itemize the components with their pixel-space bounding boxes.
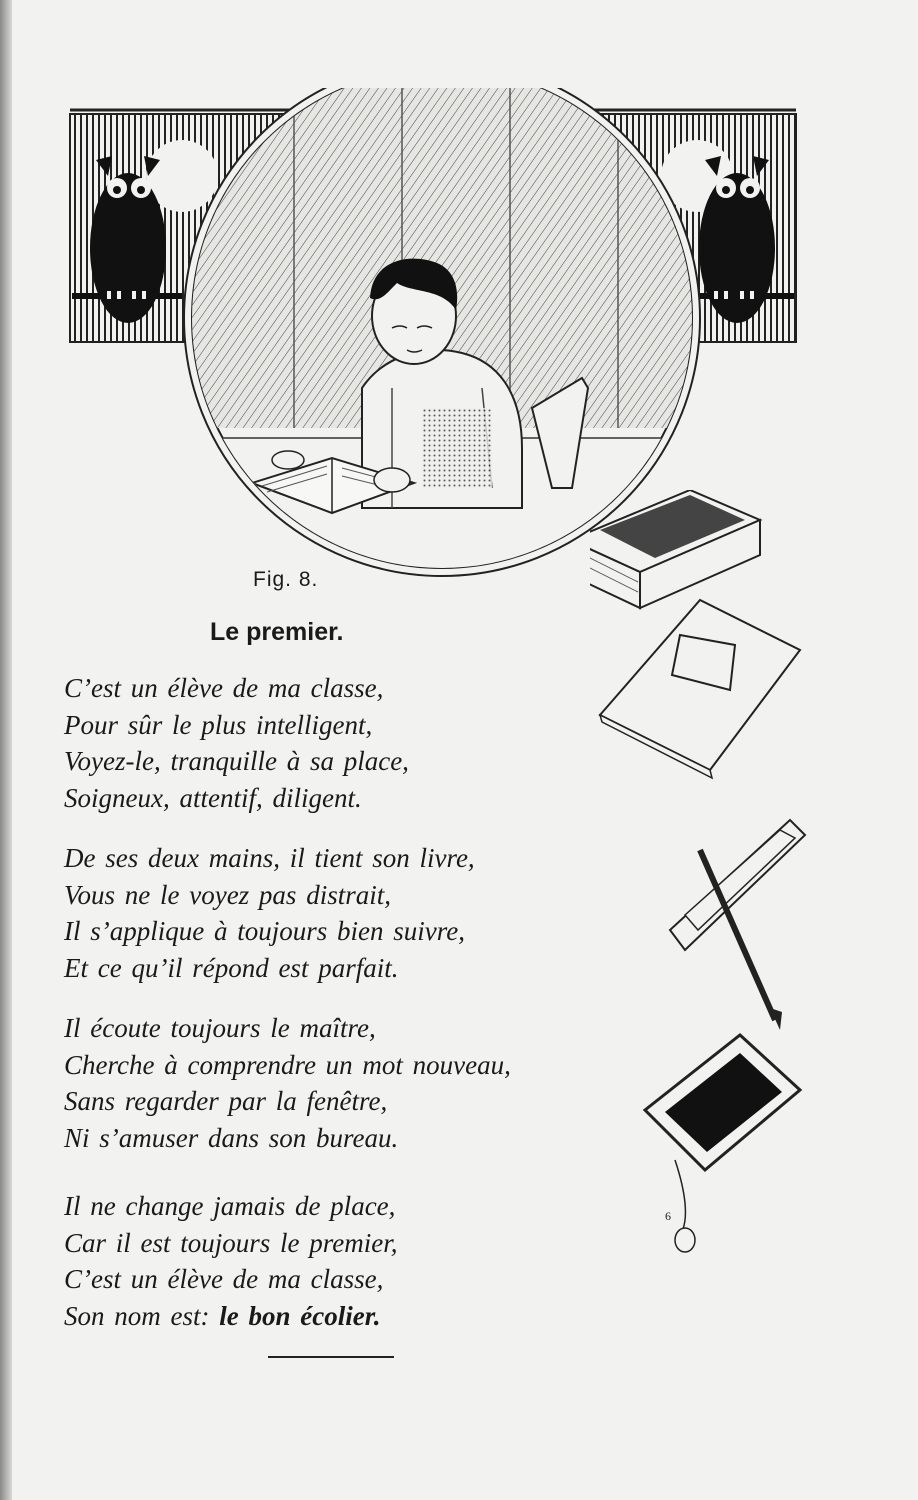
verse-line: Sans regarder par la fenêtre, [64, 1086, 388, 1116]
school-objects [590, 490, 820, 1280]
poem-title: Le premier. [210, 618, 344, 646]
verse-line-last [64, 1298, 604, 1335]
verse-line: Soigneux, attentif, diligent. [64, 782, 362, 813]
verse-line: Et ce qu’il répond est parfait. [64, 952, 399, 983]
notebook-icon [600, 600, 800, 778]
stanza-2 [64, 840, 604, 986]
stanza-4 [64, 1188, 604, 1334]
book-icon [590, 490, 760, 608]
stanza-1 [64, 670, 604, 816]
page-binding-edge [0, 0, 12, 1500]
verse-line-emphasis: le bon écolier. [219, 1300, 381, 1331]
slate-icon [645, 1035, 800, 1252]
figure-caption: Fig. 8. [253, 568, 319, 591]
stanza-3 [64, 1010, 604, 1156]
verse-line: Car il est toujours le premier, [64, 1227, 398, 1258]
verse-line: Il ne change jamais de place, [64, 1191, 396, 1221]
end-rule-divider [268, 1356, 394, 1358]
verse-line: Cherche à comprendre un mot nouveau, [64, 1049, 511, 1080]
svg-text:6: 6 [665, 1209, 671, 1223]
verse-line: Il écoute toujours le maître, [64, 1013, 376, 1043]
verse-line: Pour sûr le plus intelligent, [64, 709, 373, 740]
verse-line: C’est un élève de ma classe, [64, 673, 384, 703]
verse-line: De ses deux mains, il tient son livre, [64, 843, 475, 873]
verse-line: Il s’applique à toujours bien suivre, [64, 916, 465, 946]
verse-line: Voyez-le, tranquille à sa place, [64, 746, 409, 776]
pencil-case-icon [670, 820, 805, 1030]
verse-line: Vous ne le voyez pas distrait, [64, 879, 391, 910]
verse-line-prefix: Son nom est: [64, 1300, 210, 1331]
verse-line: Ni s’amuser dans son bureau. [64, 1122, 399, 1153]
verse-line: C’est un élève de ma classe, [64, 1264, 384, 1294]
